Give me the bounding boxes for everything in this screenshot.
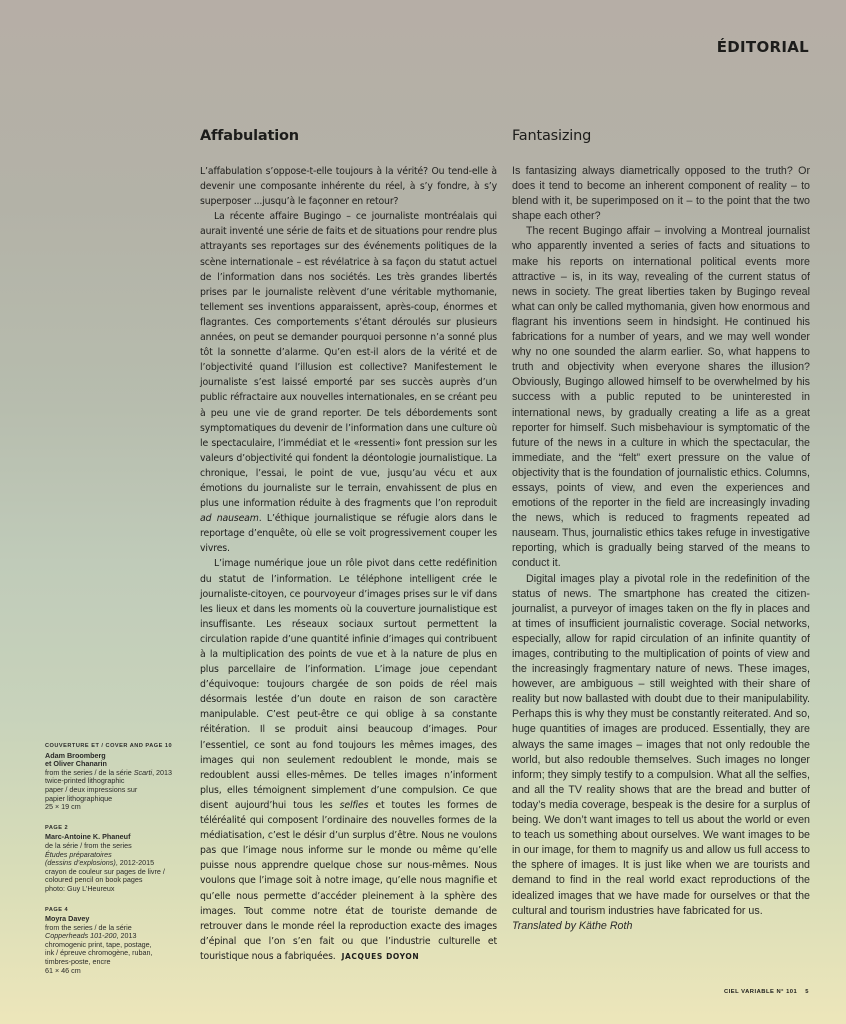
credit-detail: Études préparatoires [45, 849, 112, 859]
french-paragraph-3-text: L’image numérique joue un rôle pivot dans cette redéfinition du statut de l’information. Le téléphone intelligent crée le journaliste-citoyen, ce pourvoyeur d’images prises sur le vif dans les lieux et dans les moments où la couverture journalistique est insuffisante. Les réseaux sociaux surtout permettent la circulation rapide d’une quantité infinie d’images qui contribuent à la multiplication des points de vue et à la nature de plus en plus parcellaire de l’information. L’image joue cependant d’équivoque: toujours chargée de son poids de réel mais désormais lestée d’un doute en raison de son caractère manipulable. C’est peut-être ce qui oblige à sa constante réitération. Il se produit ainsi beaucoup d’images. Pour l’essentiel, ce sont au fond toujours les mêmes images, des images qui non seulement redoublent le monde, mais se redoublent aussi elles-mêmes. De telles images n’informent plus, elles témoignent simplement d’une compulsion. Ce que disent aujourd’hui tous les [200, 558, 497, 811]
translator-credit: Translated by Käthe Roth [512, 919, 633, 932]
credit-cover [45, 742, 195, 812]
french-selfies: selfies [339, 799, 369, 811]
english-paragraph-1: Is fantasizing always diametrically opposed to the truth? Or does it tend to become an inherent component of reality – to blend with it, be superimposed on it – to the point that the two shape each other? [512, 165, 810, 223]
credit-kicker: PAGE 4 [45, 906, 69, 913]
credit-detail: paper / deux impressions sur [45, 784, 138, 794]
image-credits [45, 742, 195, 987]
french-paragraph-1: L’affabulation s’oppose-t-elle toujours à la vérité? Ou tend-elle à devenir une composante inhérente du réel, à s’y fondre, à s’y superposer ...jusqu’à le façonner en retour? [200, 166, 497, 208]
credit-artist: et Oliver Chanarin [45, 759, 107, 769]
credit-page-2 [45, 824, 195, 894]
credit-photo: photo: Guy L’Heureux [45, 883, 115, 893]
credit-dimensions: 25 × 19 cm [45, 802, 81, 812]
credit-detail: coloured pencil on book pages [45, 875, 143, 885]
credit-detail: from the series / de la série Scarti, 2013 [45, 767, 173, 777]
page-footer [724, 989, 809, 995]
credit-artist: Marc-Antoine K. Phaneuf [45, 832, 131, 842]
credit-detail: crayon de couleur sur pages de livre / [45, 866, 165, 876]
french-paragraph-2-text: La récente affaire Bugingo – ce journaliste montréalais qui aurait inventé une série de faits et de situations pour rendre plus attrayants ses reportages sur des événements politiques de la scène internationale – est révélatrice à sa façon du statut actuel de l’information dans nos sociétés. Les très grandes libertés prises par le journaliste relèvent d’une véritable mythomanie, tellement ses inventions apparaissent, après-coup, énormes et flagrantes. Ces comportements s’étant déroulés sur plusieurs années, on peut se demander pourquoi personne n’a sonné plus tôt la sonnette d’alarme. Qu’en est-il alors de la vérité et de l’objectivité quand l’illusion est collective? Manifestement le journaliste s’est laissé emporté par ses succès auprès d’un public réfractaire aux nouvelles internationales, en se créant peu à peu une vie de grand reporter. De tels débordements sont symptomatiques du devenir de l’information dans une culture où le spectaculaire, l’immédiat et le «ressenti» font pression sur les valeurs d’objectivité qui fondent la déontologie journalistique. La chronique, l’essai, le point de vue, jusqu’au vécu et aux émotions du journaliste sur le terrain, envahissent de plus en plus une information réduite à des fragments que l’on reproduit [200, 211, 497, 510]
english-body [512, 164, 810, 934]
english-paragraph-3: Digital images play a pivotal role in the redefinition of the status of news. The smartphone has created the citizen-journalist, a purveyor of images taken on the fly in places and at times of insufficient journalistic coverage. Social networks, especially, allow for rapid circulation of an infinite quantity of images, contributing to the multiplication of points of view and the increasingly fragmentary nature of news. These images, however, are ambiguous – still weighted with their share of reality but now ballasted with doubt due to their manipulability. Perhaps this is why they must be constantly reiterated. And so, huge quantities of images are produced. Essentially, they are always the same images – images that not only redouble the world, but also redouble themselves. Such images no longer inform; they simply testify to a compulsion. What all the selfies, and all the TV reality shows that are the bread and butter of today’s media coverage, bespeak is the desire for a surplus of being. We don’t want images to tell us about the world or even to teach us something about ourselves. We want images to be in our image, for them to magnify us and allow us full access to the sphere of images. It is just like when we are tourists and demand to find in the real world exact reproductions of the idealized images that we have made for ourselves or that the cultural and tourism industries have fabricated for us. [512, 572, 810, 917]
english-paragraph-2: The recent Bugingo affair – involving a Montreal journalist who apparently invented a series of facts and situations to make his reports on international political events more attractive – is, in its way, revealing of the current status of news in society. The great liberties taken by Bugingo reveal what can only be called mythomania, given how enormous and flagrant his inventions seem in hindsight. He continued his fabrications for a number of years, and we may well wonder why no one sounded the alarm earlier. So, what happens to truth and objectivity when everyone shares the illusion? Obviously, Bugingo allowed himself to be overwhelmed by his success with a public reputed to be uninterested in international news, by gradually creating a life as a great reporter for himself. Such misbehaviour is symptomatic of the future of the news in a culture in which the spectacular, the immediate, and the “felt” exert pressure on the value of objectivity that is the foundation of journalistic ethics. Columns, essays, points of view, and even the experiences and emotions of the reporter in the field are increasingly invading the news, which is reduced to fragments repeated ad nauseam. Thus, journalistic ethics takes refuge in investigative reporting, which is gradually being starved of the means to conduct it. [512, 225, 810, 570]
french-ad-nauseam: ad nauseam [200, 513, 259, 525]
french-paragraph-3 [200, 556, 497, 964]
signature: JACQUES DOYON [341, 951, 420, 961]
credit-page-4 [45, 906, 195, 976]
french-column [200, 128, 497, 964]
credit-detail: from the series / de la série [45, 922, 132, 932]
credit-detail: chromogenic print, tape, postage, [45, 939, 152, 949]
magazine-issue: CIEL VARIABLE N° 101 [723, 989, 798, 995]
credit-kicker: COUVERTURE ET / COVER AND PAGE 10 [45, 743, 173, 749]
credit-artist: Moyra Davey [45, 914, 90, 924]
credit-detail: timbres-poste, encre [45, 957, 111, 967]
credit-detail: papier lithographique [45, 793, 113, 803]
credit-detail: ink / épreuve chromogène, ruban, [45, 948, 153, 958]
section-heading: ÉDITORIAL [716, 38, 809, 56]
credit-detail: Copperheads 101-200, 2013 [45, 931, 137, 941]
french-paragraph-2-end: . L’éthique journalistique se réfugie alors dans le reportage d’enquête, où elle se voit progressivement couper les vivres. [200, 513, 497, 555]
credit-dimensions: 61 × 46 cm [45, 965, 81, 975]
english-column [512, 128, 810, 934]
credit-detail: de la série / from the series [45, 840, 132, 850]
credit-kicker: PAGE 2 [45, 824, 69, 831]
french-paragraph-2 [200, 209, 497, 556]
credit-detail: (dessins d’explosions), 2012-2015 [45, 858, 155, 868]
page-number: 5 [805, 989, 809, 995]
english-title: Fantasizing [512, 128, 592, 144]
french-body [200, 164, 497, 964]
credit-detail: twice-printed lithographic [45, 776, 125, 786]
credit-artist: Adam Broomberg [45, 750, 106, 760]
french-title: Affabulation [200, 128, 299, 144]
french-paragraph-3-end: et toutes les formes de téléréalité qui composent l’ordinaire des nouvelles formes de la médiatisation, c’est le désir d’un surplus d’être. Nous ne voulons pas que l’image nous informe sur le monde ou même qu’elle puisse nous apprendre quelque chose sur nous-mêmes. Nous voulons que l’image soit à notre image, qu’elle nous magnifie et qu’elle nous permette d’accéder pleinement à la sphère des images. Tout comme notre état de touriste demande de retrouver dans le monde réel la reproduction exacte des images d’épinal que l’on s’en fait ou que l’industrie culturelle et touristique nous a fabriquées. [200, 799, 497, 962]
